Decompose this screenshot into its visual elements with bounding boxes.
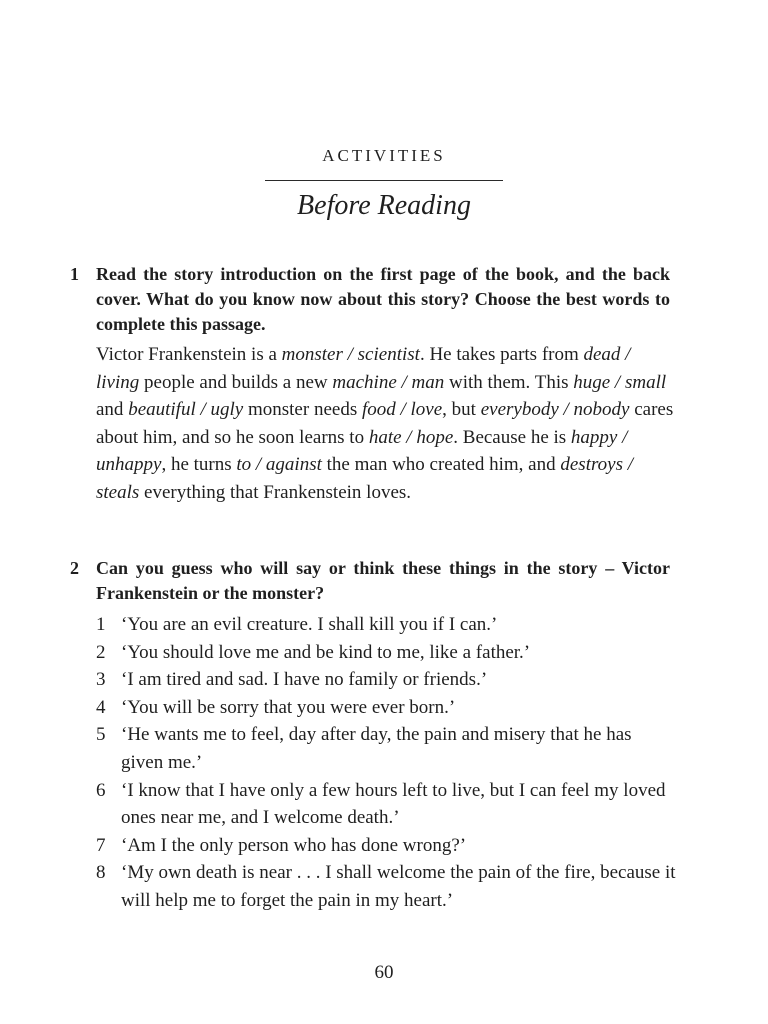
word-choice: hate / hope bbox=[368, 426, 454, 448]
quote-item bbox=[96, 639, 676, 667]
quote-item-text: ‘You should love me and be kind to me, like a father.’ bbox=[121, 641, 531, 663]
passage-text: the man who created him, and bbox=[321, 454, 561, 475]
passage-text: everything that Frankenstein loves. bbox=[139, 481, 412, 503]
word-choice: destroys / steals bbox=[96, 454, 634, 503]
word-choice: to / against bbox=[236, 454, 322, 475]
quote-item bbox=[96, 666, 676, 694]
quote-item-number: 3 bbox=[96, 669, 106, 691]
heading-divider bbox=[265, 180, 503, 181]
question-1-number: 1 bbox=[70, 264, 79, 284]
quote-item-text: ‘You will be sorry that you were ever born.’ bbox=[121, 696, 456, 718]
word-choice: everybody / nobody bbox=[480, 399, 630, 420]
question-1-text: Read the story introduction on the first page of the book, and the back cover. What do you know now about this story? Choose the best words to complete this passage. bbox=[96, 264, 670, 334]
word-choice: huge / small bbox=[573, 371, 667, 393]
word-choice: food / love bbox=[361, 399, 443, 420]
question-1 bbox=[70, 262, 670, 337]
quote-item-number: 5 bbox=[96, 724, 106, 746]
word-choice: happy / unhappy bbox=[96, 426, 628, 475]
quote-item-text: ‘Am I the only person who has done wrong?’ bbox=[121, 834, 467, 856]
word-choice: monster / scientist bbox=[281, 344, 420, 365]
passage-text: . Because he is bbox=[453, 426, 571, 448]
quote-item-text: ‘I know that I have only a few hours left to live, but I can feel my loved ones near me, and I welcome death.’ bbox=[121, 779, 666, 829]
quote-item-number: 8 bbox=[96, 862, 106, 884]
word-choice: machine / man bbox=[332, 371, 445, 393]
quote-item bbox=[96, 611, 676, 639]
quote-item bbox=[96, 859, 676, 914]
cloze-passage bbox=[96, 341, 676, 506]
quote-item-number: 7 bbox=[96, 834, 106, 856]
passage-text: and bbox=[96, 399, 129, 420]
passage-text: , he turns bbox=[161, 454, 237, 475]
passage-text: Victor Frankenstein is a bbox=[96, 344, 282, 365]
passage-text: with them. This bbox=[444, 371, 574, 393]
quote-item-text: ‘You are an evil creature. I shall kill you if I can.’ bbox=[121, 614, 498, 635]
passage-text: . He takes parts from bbox=[419, 344, 584, 365]
quote-item-text: ‘He wants me to feel, day after day, the pain and misery that he has given me.’ bbox=[121, 724, 632, 773]
quote-item-text: ‘My own death is near . . . I shall welcome the pain of the fire, because it will help me to forget the pain in my heart.’ bbox=[121, 862, 676, 911]
quote-item bbox=[96, 832, 676, 860]
word-choice: dead / living bbox=[96, 344, 631, 393]
passage-text: cares about him, and so he soon learns to bbox=[96, 399, 674, 448]
passage-text: monster needs bbox=[243, 399, 362, 420]
quote-item bbox=[96, 694, 676, 722]
page-number: 60 bbox=[374, 962, 394, 983]
passage-text: people and builds a new bbox=[139, 371, 333, 393]
quote-item-number: 6 bbox=[96, 779, 106, 801]
quote-item bbox=[96, 721, 676, 776]
quote-item-number: 2 bbox=[96, 641, 106, 663]
word-choice: beautiful / ugly bbox=[128, 399, 244, 420]
section-subheading: Before Reading bbox=[297, 190, 471, 221]
quote-item bbox=[96, 777, 676, 832]
quote-list bbox=[96, 611, 676, 915]
question-2 bbox=[70, 556, 670, 606]
passage-text: , but bbox=[442, 399, 481, 420]
question-2-number: 2 bbox=[70, 558, 79, 578]
quote-item-text: ‘I am tired and sad. I have no family or friends.’ bbox=[121, 669, 488, 691]
quote-item-number: 4 bbox=[96, 696, 106, 718]
quote-item-number: 1 bbox=[96, 614, 106, 635]
question-2-text: Can you guess who will say or think these things in the story – Victor Frankenstein or the monster? bbox=[96, 558, 670, 603]
section-heading: ACTIVITIES bbox=[322, 146, 446, 165]
